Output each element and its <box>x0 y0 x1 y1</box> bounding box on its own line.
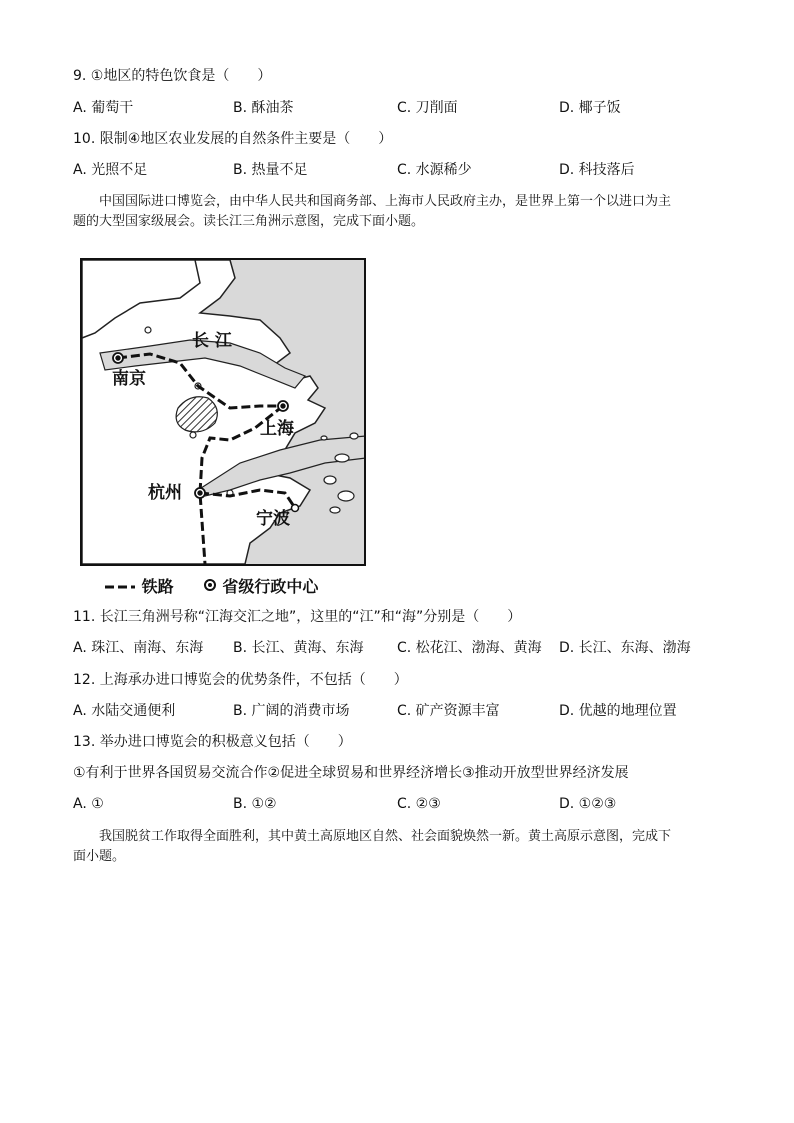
map-label-shanghai: 上海 <box>260 419 294 439</box>
q10-option-b[interactable]: B. 热量不足 <box>233 162 308 178</box>
intro-paragraph-loess <box>73 827 723 867</box>
q11-option-b[interactable]: B. 长江、黄海、东海 <box>233 640 364 656</box>
q10-stem: 10. 限制④地区农业发展的自然条件主要是（ ） <box>73 131 393 147</box>
q13-stem: 13. 举办进口博览会的积极意义包括（ ） <box>73 734 352 750</box>
intro-line-1: 中国国际进口博览会，由中华人民共和国商务部、上海市人民政府主办，是世界上第一个以进口为主 <box>99 194 672 209</box>
map-label-ningbo: 宁波 <box>256 509 290 529</box>
q12-option-c[interactable]: C. 矿产资源丰富 <box>397 703 500 719</box>
q13-option-a[interactable]: A. ① <box>73 796 104 812</box>
map-label-hangzhou: 杭州 <box>148 483 182 503</box>
legend-capital-label: 省级行政中心 <box>222 576 319 596</box>
q13-option-d[interactable]: D. ①②③ <box>559 796 617 812</box>
q9-stem: 9. ①地区的特色饮食是（ ） <box>73 68 272 84</box>
q12-stem: 12. 上海承办进口博览会的优势条件，不包括（ ） <box>73 672 408 688</box>
map-label-changjiang: 长 江 <box>192 331 232 351</box>
q10-option-d[interactable]: D. 科技落后 <box>559 162 635 178</box>
intro-line-2: 题的大型国家级展会。读长江三角洲示意图，完成下面小题。 <box>73 214 425 229</box>
q11-options <box>73 638 723 658</box>
q12-option-d[interactable]: D. 优越的地理位置 <box>559 703 677 719</box>
intro2-line-2: 面小题。 <box>73 849 126 864</box>
q9-option-d[interactable]: D. 椰子饭 <box>559 100 621 116</box>
q13-options <box>73 794 723 814</box>
map-legend <box>104 576 318 597</box>
q13-statements: ①有利于世界各国贸易交流合作②促进全球贸易和世界经济增长③推动开放型世界经济发展 <box>73 765 629 781</box>
intro2-line-1: 我国脱贫工作取得全面胜利，其中黄土高原地区自然、社会面貌焕然一新。黄土高原示意图，完成下 <box>99 829 672 844</box>
q10-option-c[interactable]: C. 水源稀少 <box>397 162 472 178</box>
q12-option-a[interactable]: A. 水陆交通便利 <box>73 703 176 719</box>
q9-option-b[interactable]: B. 酥油茶 <box>233 100 294 116</box>
q10-options <box>73 160 723 180</box>
intro-paragraph-expo <box>73 192 723 232</box>
q11-option-d[interactable]: D. 长江、东海、渤海 <box>559 640 691 656</box>
q9-options <box>73 98 723 118</box>
q9-option-a[interactable]: A. 葡萄干 <box>73 100 134 116</box>
q11-option-c[interactable]: C. 松花江、渤海、黄海 <box>397 640 542 656</box>
q11-stem: 11. 长江三角洲号称“江海交汇之地”，这里的“江”和“海”分别是（ ） <box>73 609 522 625</box>
q13-option-b[interactable]: B. ①② <box>233 796 277 812</box>
q9-option-c[interactable]: C. 刀削面 <box>397 100 458 116</box>
q13-option-c[interactable]: C. ②③ <box>397 796 441 812</box>
capital-legend-icon <box>203 577 217 597</box>
railway-legend-icon <box>104 577 136 597</box>
yangtze-delta-map <box>80 258 366 566</box>
q12-options <box>73 701 723 721</box>
map-label-nanjing: 南京 <box>112 369 146 389</box>
q12-option-b[interactable]: B. 广阔的消费市场 <box>233 703 350 719</box>
q10-option-a[interactable]: A. 光照不足 <box>73 162 148 178</box>
q11-option-a[interactable]: A. 珠江、南海、东海 <box>73 640 204 656</box>
legend-railway-label: 铁路 <box>141 576 174 596</box>
